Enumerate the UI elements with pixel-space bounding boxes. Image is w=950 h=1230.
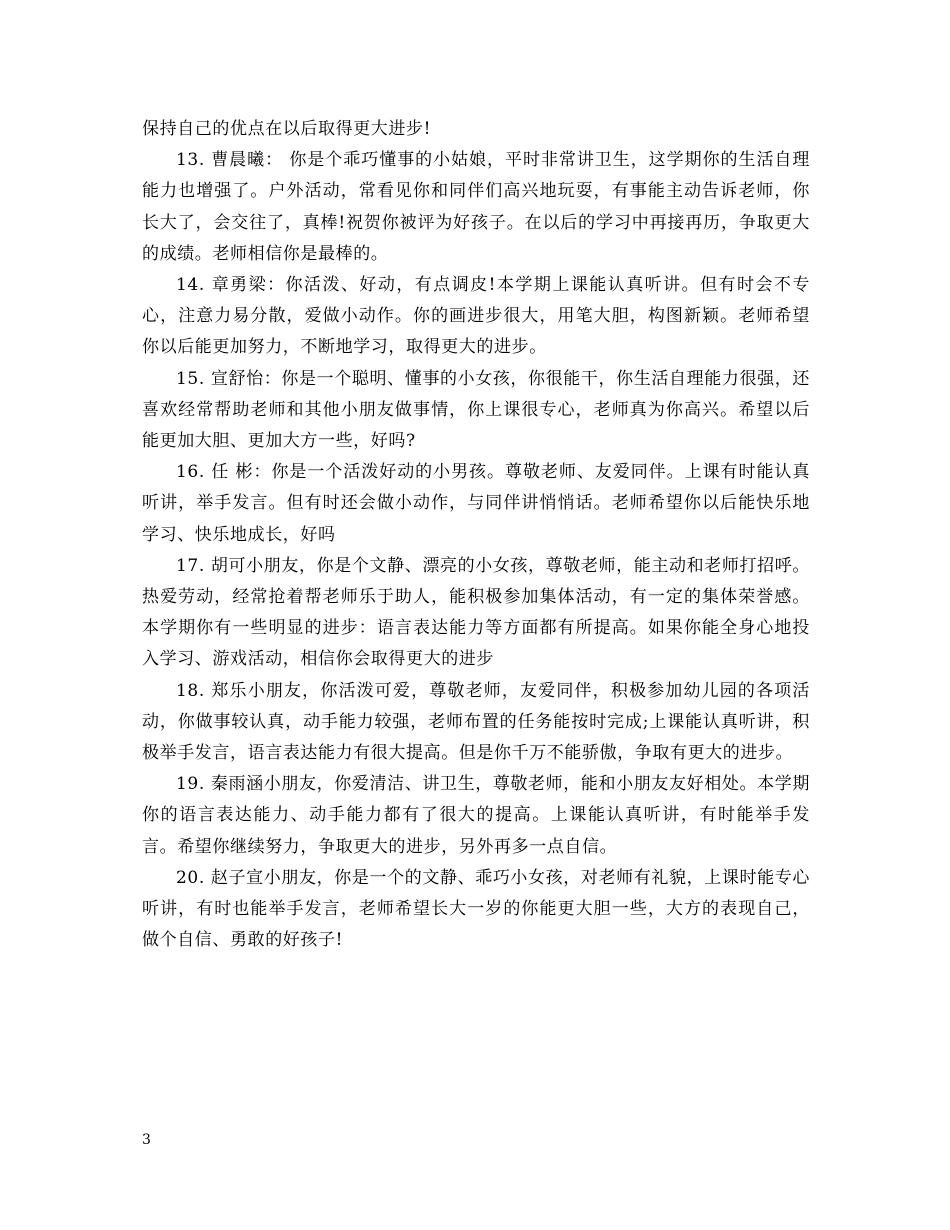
paragraph-comment-14: 14. 章勇梁：你活泼、好动，有点调皮!本学期上课能认真听讲。但有时会不专心，注意力易分散，爱做小动作。你的画进步很大，用笔大胆，构图新颖。老师希望你以后能更加努力，不断地学习，取得更大的进步。 <box>142 275 810 358</box>
paragraph-comment-19: 19. 秦雨涵小朋友，你爱清洁、讲卫生，尊敬老师，能和小朋友友好相处。本学期你的语言表达能力、动手能力都有了很大的提高。上课能认真听讲，有时能举手发言。希望你继续努力，争取更大的进步，另外再多一点自信。 <box>142 774 810 857</box>
page-number: 3 <box>142 1132 151 1148</box>
paragraph-comment-17: 17. 胡可小朋友，你是个文静、漂亮的小女孩，尊敬老师，能主动和老师打招呼。热爱劳动，经常抢着帮老师乐于助人，能积极参加集体活动，有一定的集体荣誉感。本学期你有一些明显的进步：语言表达能力等方面都有所提高。如果你能全身心地投入学习、游戏活动，相信你会取得更大的进步 <box>142 555 810 670</box>
paragraph-comment-15: 15. 宣舒怡：你是一个聪明、懂事的小女孩，你很能干，你生活自理能力很强，还喜欢经常帮助老师和其他小朋友做事情，你上课很专心，老师真为你高兴。希望以后能更加大胆、更加大方一些，好吗? <box>142 368 810 452</box>
paragraph-comment-20: 20. 赵子宣小朋友，你是一个的文静、乖巧小女孩，对老师有礼貌，上课时能专心听讲，有时也能举手发言，老师希望长大一岁的你能更大胆一些，大方的表现自己，做个自信、勇敢的好孩子! <box>142 867 810 951</box>
document-body <box>142 114 810 956</box>
paragraph-comment-16: 16. 任 彬：你是一个活泼好动的小男孩。尊敬老师、友爱同伴。上课有时能认真听讲，举手发言。但有时还会做小动作，与同伴讲悄悄话。老师希望你以后能快乐地学习、快乐地成长，好吗 <box>142 462 810 545</box>
paragraph-continuation: 保持自己的优点在以后取得更大进步! <box>142 119 432 139</box>
paragraph-comment-18: 18. 郑乐小朋友，你活泼可爱，尊敬老师，友爱同伴，积极参加幼儿园的各项活动，你做事较认真，动手能力较强，老师布置的任务能按时完成;上课能认真听讲，积极举手发言，语言表达能力有很大提高。但是你千万不能骄傲，争取有更大的进步。 <box>142 680 810 764</box>
paragraph-comment-13: 13. 曹晨曦： 你是个乖巧懂事的小姑娘，平时非常讲卫生，这学期你的生活自理能力也增强了。户外活动，常看见你和同伴们高兴地玩耍，有事能主动告诉老师，你长大了，会交往了，真棒!祝贺你被评为好孩子。在以后的学习中再接再历，争取更大的成绩。老师相信你是最棒的。 <box>142 150 810 264</box>
